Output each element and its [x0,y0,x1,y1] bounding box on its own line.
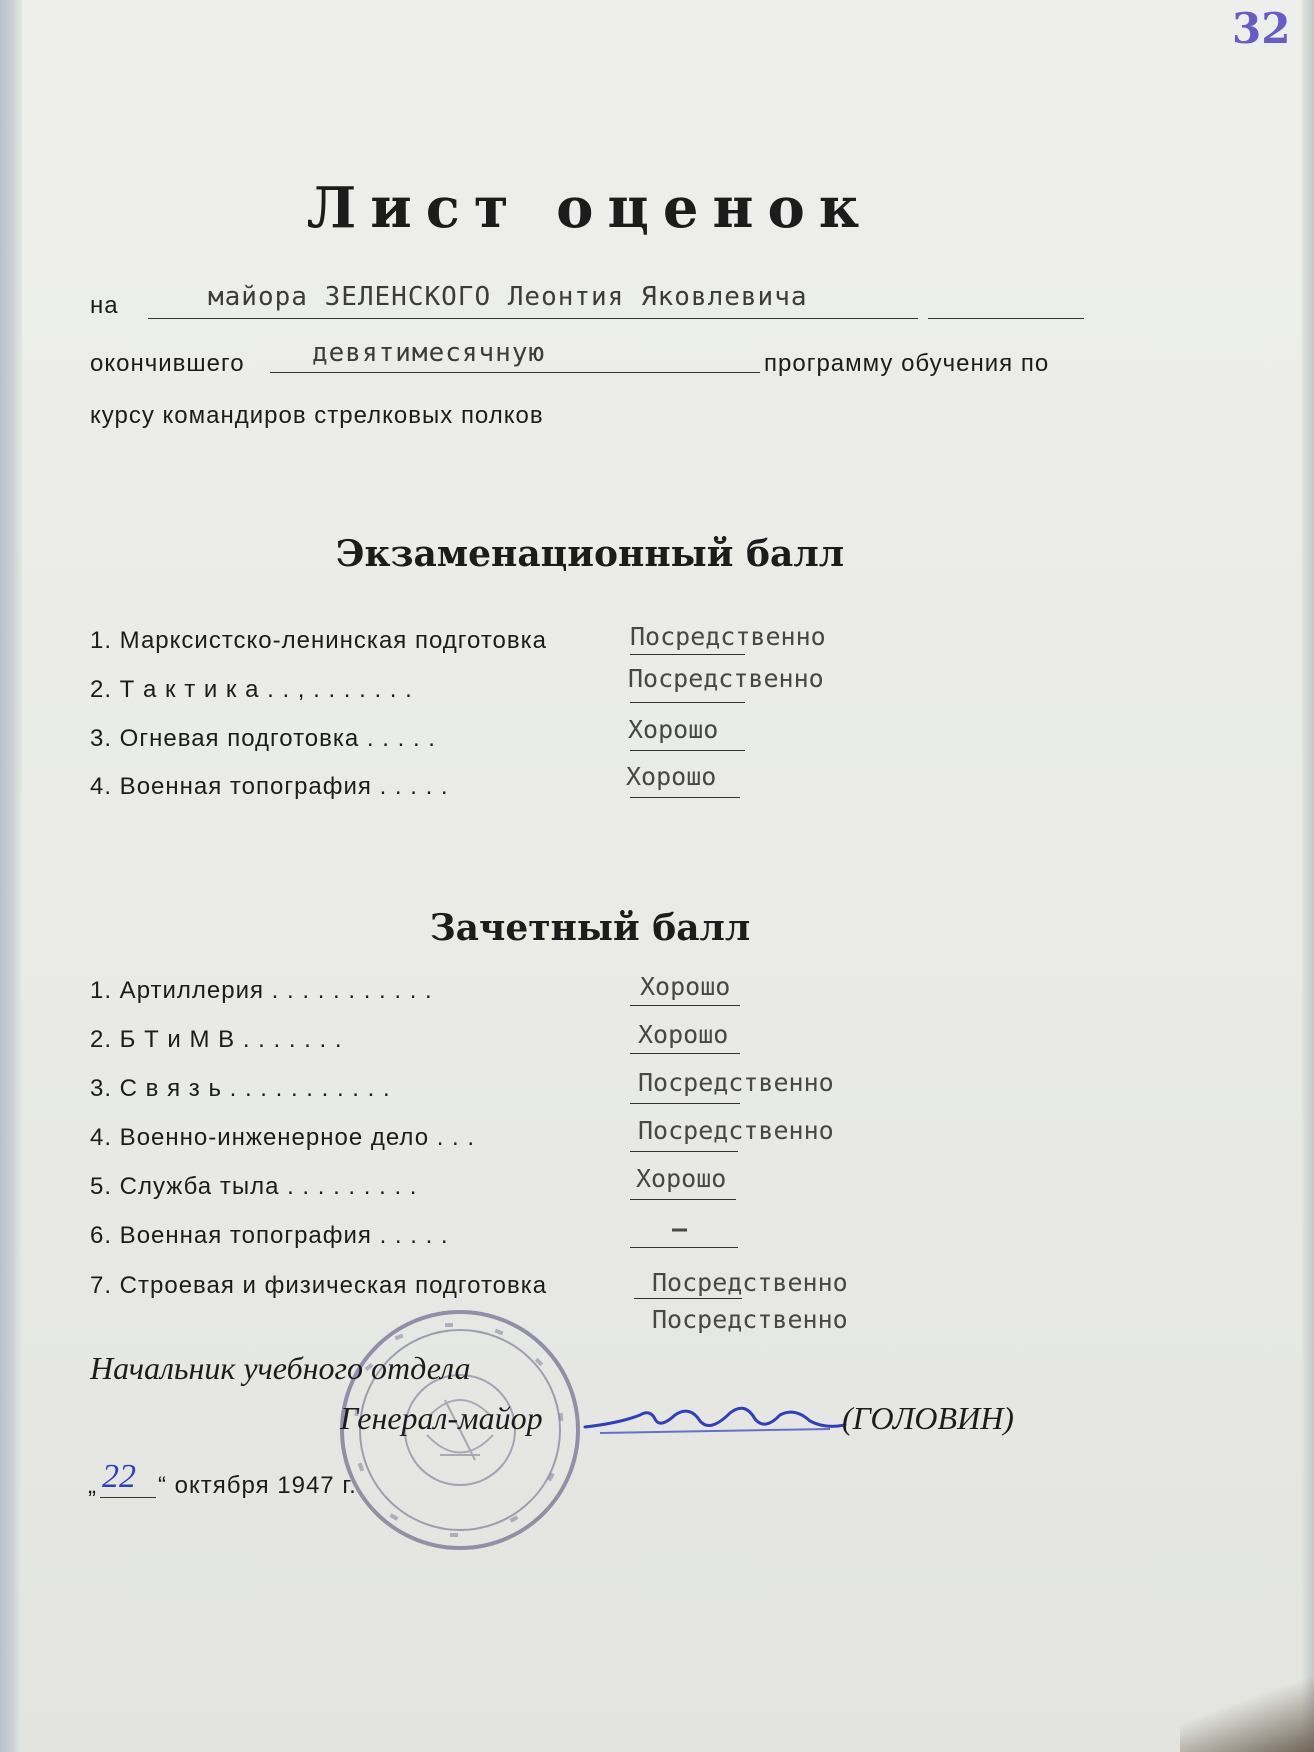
date-month-year: “ октября 1947 г. [158,1472,357,1499]
exam-item-2: 2. Т а к т и к а . . , . . . . . . . [90,676,413,703]
signatory-rank: Генерал-майор [340,1400,543,1436]
page-torn-corner [1180,1672,1314,1752]
credit-grade-2: Хорошо [638,1020,729,1049]
line-name-tail [928,318,1084,319]
handwritten-signature [580,1385,850,1455]
line-program [270,372,760,373]
credit-line-6 [630,1247,738,1248]
page-right-edge [1302,0,1314,1752]
exam-grade-1: Посредственно [630,622,826,651]
credit-line-4 [630,1151,738,1152]
credit-grade-3: Посредственно [638,1068,834,1097]
exam-grade-3: Хорошо [628,715,719,744]
exam-line-1 [630,654,745,655]
credit-item-2: 2. Б Т и М В . . . . . . . [90,1026,343,1053]
exam-item-3: 3. Огневая подготовка . . . . . [90,725,436,752]
exam-grade-4: Хорошо [626,762,717,791]
credit-grade-6: – [672,1214,688,1243]
label-course: курсу командиров стрелковых полков [90,402,544,429]
exam-item-4: 4. Военная топография . . . . . [90,773,449,800]
credit-line-5 [630,1199,736,1200]
student-name: майора ЗЕЛЕНСКОГО Леонтия Яковлевича [208,282,808,312]
date-day-line [100,1497,156,1498]
credit-item-7: 7. Строевая и физическая подготовка [90,1272,548,1299]
page-left-edge [0,0,22,1752]
label-program: программу обучения по [764,350,1050,377]
credit-grade-7-extra: Посредственно [652,1305,848,1334]
credit-item-3: 3. С в я з ь . . . . . . . . . . . [90,1075,391,1102]
credit-line-2 [630,1053,740,1054]
credit-item-5: 5. Служба тыла . . . . . . . . . [90,1173,418,1200]
date-day: 22 [102,1458,136,1495]
label-na: на [90,292,119,319]
page-number: 32 [1232,4,1291,53]
date-open-quote: „ [88,1472,97,1499]
exam-section-title: Экзаменационный балл [335,533,845,575]
exam-line-2 [630,702,745,703]
credit-grade-5: Хорошо [636,1164,727,1193]
exam-line-4 [630,797,740,798]
credit-grade-1: Хорошо [640,972,731,1001]
document-title: Лист оценок [306,175,874,241]
exam-grade-2: Посредственно [628,664,824,693]
credit-grade-7: Посредственно [652,1268,848,1297]
credit-line-3 [630,1103,740,1104]
credit-line-7 [634,1298,742,1299]
line-name [148,318,918,319]
credit-item-4: 4. Военно-инженерное дело . . . [90,1124,476,1151]
credit-item-6: 6. Военная топография . . . . . [90,1222,449,1249]
credit-section-title: Зачетный балл [429,907,751,949]
credit-item-1: 1. Артиллерия . . . . . . . . . . . [90,977,433,1004]
exam-line-3 [630,750,745,751]
signatory-position: Начальник учебного отдела [90,1350,471,1386]
exam-item-1: 1. Марксистско-ленинская подготовка [90,627,548,654]
signatory-name: (ГОЛОВИН) [842,1400,1014,1436]
credit-grade-4: Посредственно [638,1116,834,1145]
label-completed: окончившего [90,350,245,377]
program-duration: девятимесячную [312,338,546,368]
credit-line-1 [630,1005,740,1006]
